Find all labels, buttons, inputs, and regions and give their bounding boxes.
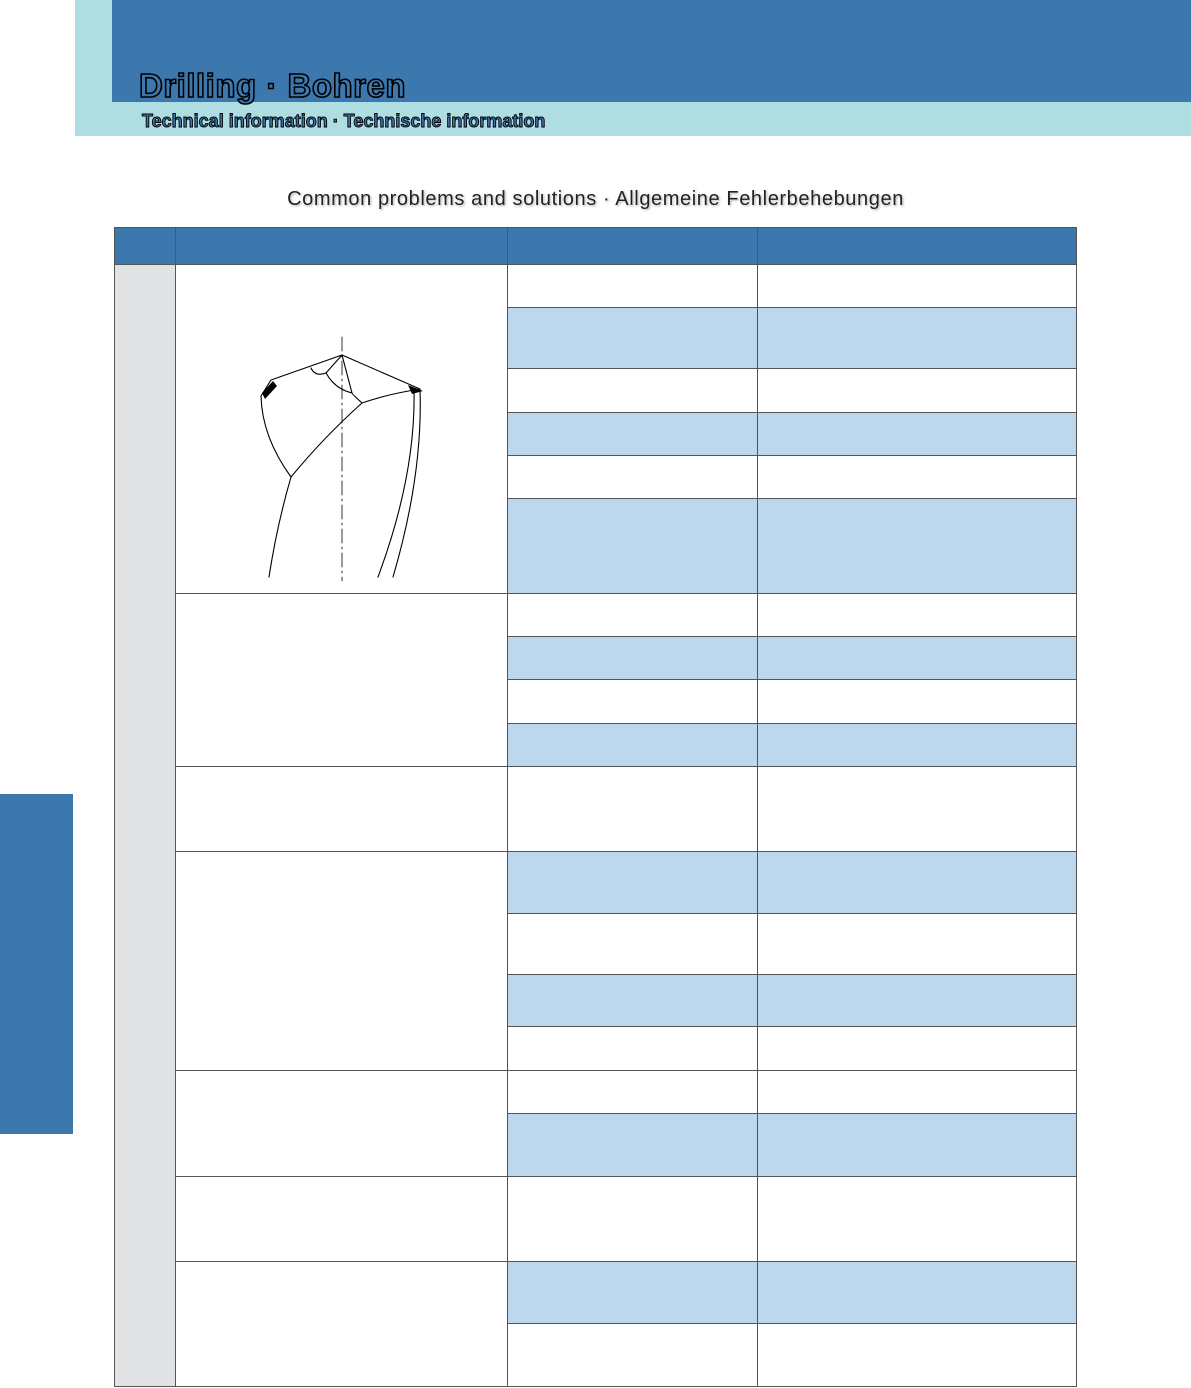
header-cell-category <box>115 228 176 265</box>
cause-cell <box>508 680 758 724</box>
cause-cell <box>508 637 758 680</box>
solution-cell <box>758 1324 1077 1387</box>
drill-tip-wear-icon <box>176 265 508 593</box>
problem-cell <box>176 594 508 767</box>
category-cell <box>115 265 176 1387</box>
cause-cell <box>508 499 758 594</box>
solution-cell <box>758 1177 1077 1262</box>
cause-cell <box>508 1114 758 1177</box>
solution-cell <box>758 1027 1077 1071</box>
cause-cell <box>508 265 758 308</box>
cause-cell <box>508 1071 758 1114</box>
cause-cell <box>508 852 758 914</box>
solution-cell <box>758 1262 1077 1324</box>
cause-cell <box>508 308 758 369</box>
problems-solutions-table <box>114 227 1077 1387</box>
cause-cell <box>508 456 758 499</box>
solution-cell <box>758 1071 1077 1114</box>
header-cell-solution <box>758 228 1077 265</box>
problem-cell <box>176 1262 508 1387</box>
table-row <box>115 1262 1077 1324</box>
solution-cell <box>758 680 1077 724</box>
cause-cell <box>508 767 758 852</box>
table-row <box>115 594 1077 637</box>
solution-cell <box>758 265 1077 308</box>
table-row <box>115 1071 1077 1114</box>
solution-cell <box>758 852 1077 914</box>
solution-cell <box>758 637 1077 680</box>
header-cell-problem <box>176 228 508 265</box>
cause-cell <box>508 1262 758 1324</box>
cause-cell <box>508 724 758 767</box>
solution-cell <box>758 914 1077 975</box>
solution-cell <box>758 499 1077 594</box>
page-title: Drilling · Bohren <box>139 67 406 104</box>
header-cell-cause <box>508 228 758 265</box>
header-accent-strip <box>75 0 112 136</box>
problem-cell <box>176 1071 508 1177</box>
table-title: Common problems and solutions · Allgemeine Fehlerbehebungen <box>287 188 904 210</box>
problem-cell <box>176 1177 508 1262</box>
cause-cell <box>508 1177 758 1262</box>
solution-cell <box>758 594 1077 637</box>
cause-cell <box>508 413 758 456</box>
solution-cell <box>758 413 1077 456</box>
cause-cell <box>508 1027 758 1071</box>
solution-cell <box>758 1114 1077 1177</box>
solution-cell <box>758 308 1077 369</box>
cause-cell <box>508 594 758 637</box>
cause-cell <box>508 369 758 413</box>
drill-illustration <box>176 265 508 593</box>
table-row <box>115 852 1077 914</box>
solution-cell <box>758 767 1077 852</box>
table-row <box>115 265 1077 308</box>
problem-cell <box>176 265 508 594</box>
table-row <box>115 767 1077 852</box>
problem-cell <box>176 767 508 852</box>
cause-cell <box>508 1324 758 1387</box>
section-side-tab <box>0 794 73 1134</box>
cause-cell <box>508 975 758 1027</box>
solution-cell <box>758 369 1077 413</box>
problem-cell <box>176 852 508 1071</box>
solution-cell <box>758 456 1077 499</box>
cause-cell <box>508 914 758 975</box>
solution-cell <box>758 724 1077 767</box>
solution-cell <box>758 975 1077 1027</box>
table-header-row <box>115 228 1077 265</box>
page-subtitle: Technical information · Technische information <box>142 111 546 131</box>
table-row <box>115 1177 1077 1262</box>
